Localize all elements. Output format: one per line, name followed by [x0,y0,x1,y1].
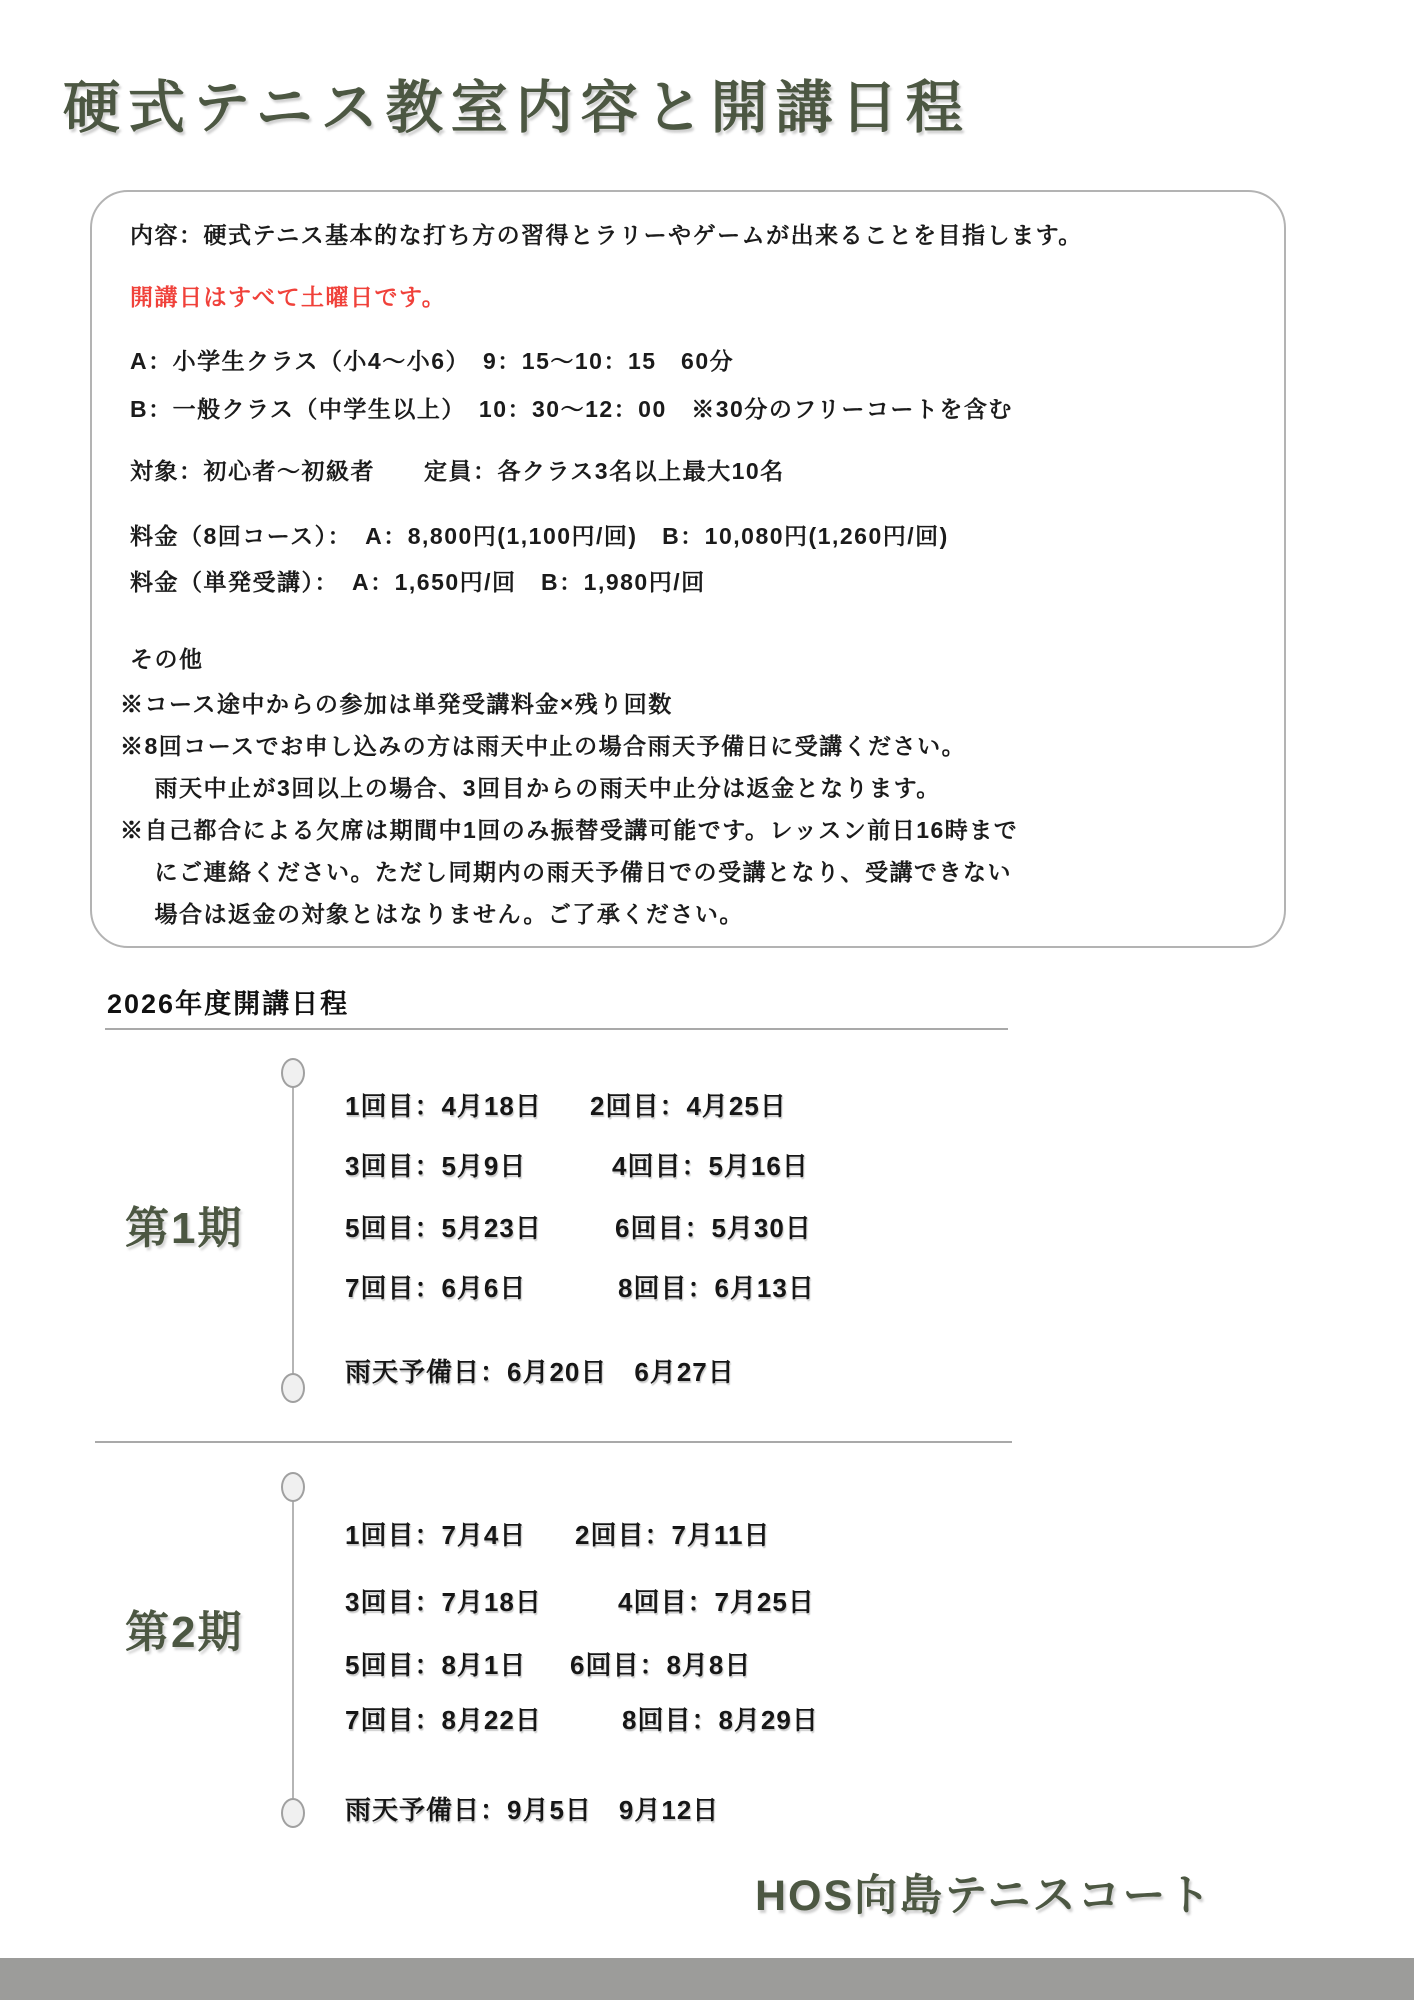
timeline-start-node-icon [281,1472,305,1502]
session-date: 5回目：8月1日 [345,1650,527,1680]
period-divider [95,1441,1012,1443]
schedule-row [345,1645,751,1682]
brand-name: HOS向島テニスコート [755,1872,1213,1920]
session-date: 2回目：4月25日 [590,1091,787,1121]
class-b-line: B：一般クラス（中学生以上） 10：30～12：00 ※30分のフリーコートを含む [130,396,1013,422]
schedule-heading: 2026年度開講日程 [107,989,350,1019]
class-a-line: A：小学生クラス（小4～小6） 9：15～10：15 60分 [130,348,735,374]
note-line: ※コース途中からの参加は単発受講料金×残り回数 [120,691,673,717]
session-date: 6回目：5月30日 [615,1213,812,1243]
period-1-section [0,1060,1414,1441]
note-line: 場合は返金の対象とはなりません。ご了承ください。 [130,901,744,927]
timeline-end-node-icon [281,1373,305,1403]
schedule-row [345,1086,787,1123]
note-line: ※8回コースでお申し込みの方は雨天中止の場合雨天予備日に受講ください。 [120,733,967,759]
session-date: 1回目：7月4日 [345,1520,527,1550]
footer-bar [0,1958,1414,2000]
note-line: 雨天中止が3回以上の場合、3回目からの雨天中止分は返金となります。 [130,775,941,801]
page-title: 硬式テニス教室内容と開講日程 [63,76,971,140]
session-date: 4回目：7月25日 [618,1587,815,1617]
other-heading: その他 [130,646,204,672]
schedule-row [345,1515,770,1552]
timeline-end-node-icon [281,1798,305,1828]
timeline-line [292,1073,294,1388]
session-date: 3回目：5月9日 [345,1151,527,1181]
schedule-row [345,1146,809,1183]
rain-backup-dates: 雨天予備日：6月20日 6月27日 [345,1357,735,1387]
schedule-row [345,1268,815,1305]
timeline-line [292,1487,294,1813]
period-1-label: 第1期 [125,1204,244,1253]
period-2-label: 第2期 [125,1608,244,1657]
session-date: 8回目：6月13日 [618,1273,815,1303]
session-date: 4回目：5月16日 [612,1151,809,1181]
note-line: ※自己都合による欠席は期間中1回のみ振替受講可能です。レッスン前日16時まで [120,817,1019,843]
session-date: 5回目：5月23日 [345,1213,542,1243]
period-2-section [0,1470,1414,1841]
session-date: 2回目：7月11日 [575,1520,771,1550]
timeline-start-node-icon [281,1058,305,1088]
content-line: 内容：硬式テニス基本的な打ち方の習得とラリーやゲームが出来ることを目指します。 [130,222,1083,248]
fee-single-line: 料金（単発受講）： A：1,650円/回 B：1,980円/回 [130,569,706,595]
note-line: にご連絡ください。ただし同期内の雨天予備日での受講となり、受講できない [130,859,1012,885]
session-date: 7回目：6月6日 [345,1273,527,1303]
session-date: 1回目：4月18日 [345,1091,542,1121]
session-date: 6回目：8月8日 [570,1650,752,1680]
rain-backup-dates: 雨天予備日：9月5日 9月12日 [345,1795,720,1825]
schedule-row [345,1700,819,1737]
saturday-notice: 開講日はすべて土曜日です。 [130,284,447,310]
schedule-row [345,1208,812,1245]
target-capacity-line: 対象：初心者～初級者 定員：各クラス3名以上最大10名 [130,458,785,484]
fee-course-line: 料金（8回コース）： A：8,800円(1,100円/回) B：10,080円(1,260円/回) [130,523,949,549]
heading-divider [105,1028,1008,1030]
info-panel [90,190,1286,948]
session-date: 8回目：8月29日 [622,1705,819,1735]
session-date: 3回目：7月18日 [345,1587,542,1617]
schedule-row [345,1582,815,1619]
session-date: 7回目：8月22日 [345,1705,542,1735]
